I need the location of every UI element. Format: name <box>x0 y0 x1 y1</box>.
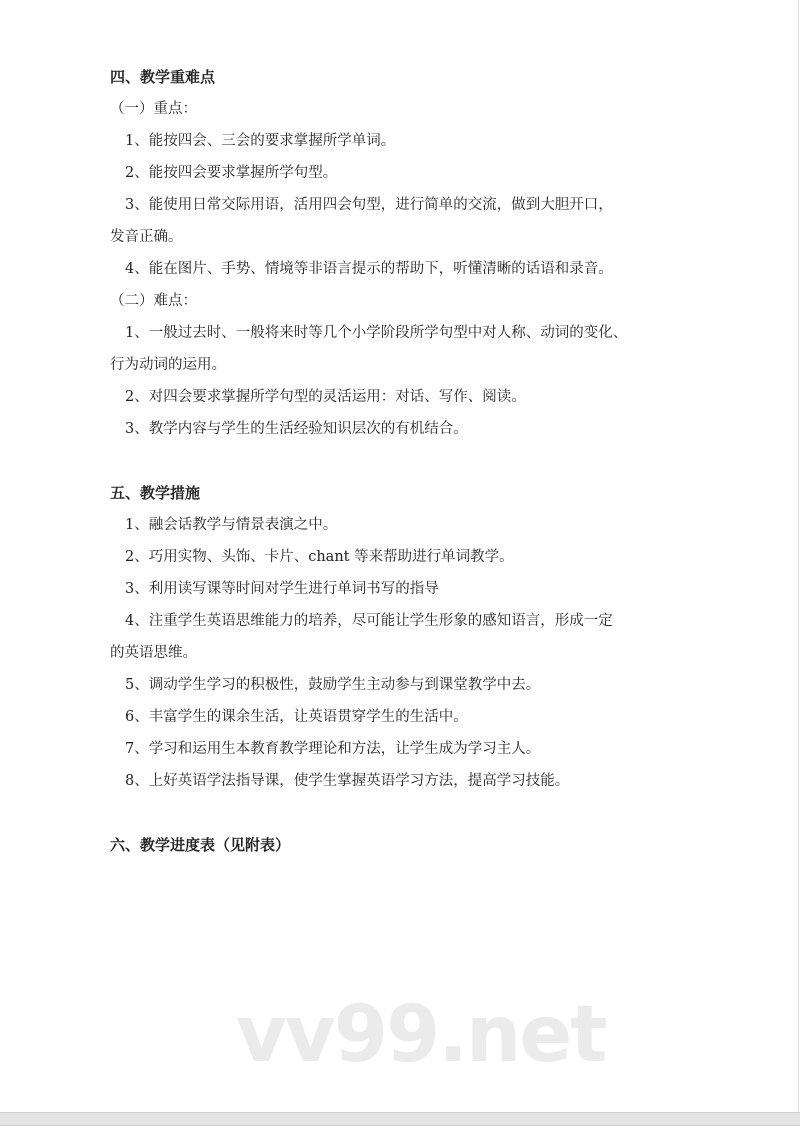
section-heading: 六、教学进度表（见附表） <box>110 836 291 854</box>
list-item: 3、教学内容与学生的生活经验知识层次的有机结合。 <box>125 421 468 437</box>
list-item: 1、一般过去时、一般将来时等几个小学阶段所学句型中对人称、动词的变化、 <box>125 325 628 341</box>
list-item: 5、调动学生学习的积极性，鼓励学生主动参与到课堂教学中去。 <box>125 677 541 693</box>
list-item: 4、能在图片、手势、情境等非语言提示的帮助下，听懂清晰的话语和录音。 <box>125 261 613 277</box>
list-item: 1、融会话教学与情景表演之中。 <box>125 517 338 533</box>
section-gap <box>110 797 690 829</box>
list-item-continuation: 的英语思维。 <box>110 645 197 661</box>
list-item: 6、丰富学生的课余生活，让英语贯穿学生的生活中。 <box>125 709 468 725</box>
list-item: 2、能按四会要求掌握所学句型。 <box>125 165 338 181</box>
page-separator <box>0 1112 800 1126</box>
list-item-continuation: 发音正确。 <box>110 229 183 245</box>
watermark: vv99.net <box>236 990 606 1080</box>
section-gap <box>110 445 690 477</box>
list-item: 4、注重学生英语思维能力的培养，尽可能让学生形象的感知语言，形成一定 <box>125 613 613 629</box>
list-item: 7、学习和运用生本教育教学理论和方法，让学生成为学习主人。 <box>125 741 541 757</box>
list-item: 8、上好英语学法指导课，使学生掌握英语学习方法，提高学习技能。 <box>125 773 570 789</box>
subsection-heading: （二）难点： <box>110 293 197 309</box>
list-item: 2、对四会要求掌握所学句型的灵活运用：对话、写作、阅读。 <box>125 389 526 405</box>
section-heading: 五、教学措施 <box>110 484 201 502</box>
list-item: 2、巧用实物、头饰、卡片、chant 等来帮助进行单词教学。 <box>125 549 514 565</box>
section-heading: 四、教学重难点 <box>110 68 216 86</box>
subsection-heading: （一）重点： <box>110 101 197 117</box>
document-content <box>110 61 690 861</box>
list-item: 3、利用读写课等时间对学生进行单词书写的指导 <box>125 581 439 597</box>
list-item-continuation: 行为动词的运用。 <box>110 357 226 373</box>
list-item: 1、能按四会、三会的要求掌握所学单词。 <box>125 133 396 149</box>
list-item: 3、能使用日常交际用语，活用四会句型，进行简单的交流，做到大胆开口， <box>125 197 613 213</box>
